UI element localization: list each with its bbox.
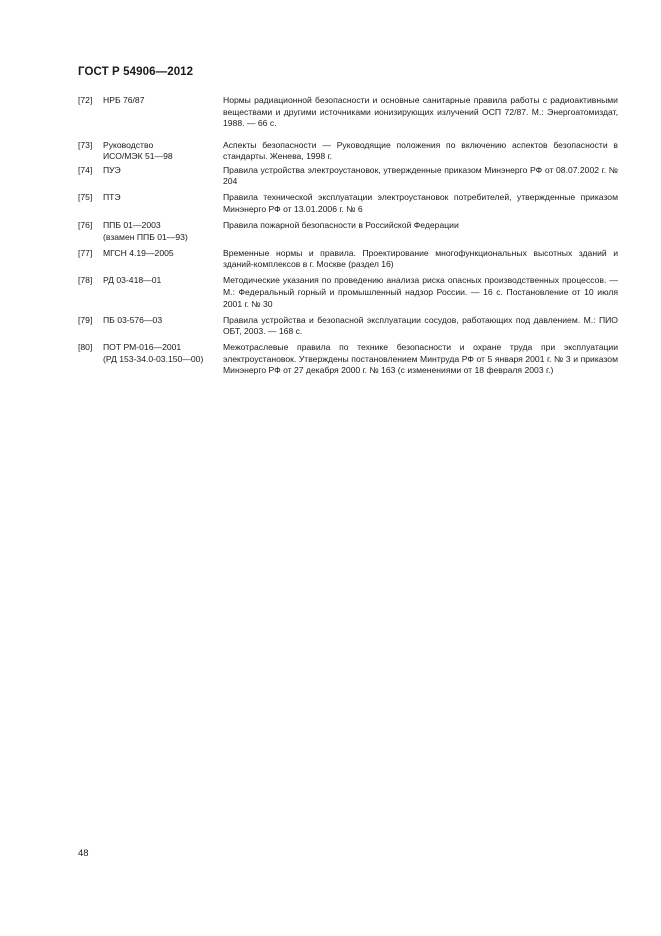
- entry-number: [72]: [78, 95, 93, 105]
- page-number: 48: [78, 848, 89, 859]
- entry-code-line: ИСО/МЭК 51—98: [103, 151, 173, 162]
- entry-code-line: ППБ 01—2003: [103, 219, 161, 230]
- bibliography-entry-75: [78, 192, 618, 215]
- entry-code: [103, 275, 223, 310]
- entry-description: Нормы радиационной безопасности и основные санитарные правила работы с радиоактивными веществами и другими источниками ионизирующих излучений ОСП 72/87. М.: Энергоатомиздат, 1988. — 66 с.: [223, 95, 618, 129]
- bibliography-entry-79: [78, 315, 618, 338]
- entry-description: Правила устройства электроустановок, утвержденные приказом Минэнерго РФ от 08.07.2002 г. № 204: [223, 164, 618, 187]
- entry-code: [103, 342, 223, 377]
- entry-number: [76]: [78, 219, 93, 230]
- bibliography-entry-80: [78, 342, 618, 377]
- bibliography-entry-72: [78, 95, 618, 130]
- entry-code: [103, 95, 223, 130]
- entry-code-line: ПБ 03-576—03: [103, 314, 163, 325]
- entry-description: Правила технической эксплуатации электроустановок потребителей, утвержденные приказом Минэнерго РФ от 13.01.2006 г. № 6: [223, 192, 618, 214]
- entry-code: [103, 140, 223, 163]
- entry-description: Правила пожарной безопасности в Российской Федерации: [223, 219, 459, 230]
- entry-code-line: (взамен ППБ 01—93): [103, 231, 188, 242]
- entry-code-line: ПУЭ: [103, 164, 121, 175]
- entry-code: [103, 315, 223, 338]
- entry-number: [77]: [78, 247, 93, 258]
- entry-description: Временные нормы и правила. Проектирование многофункциональных высотных зданий и зданий-комплексов в г. Москве (раздел 16): [223, 247, 618, 270]
- entry-code: [103, 220, 223, 243]
- entry-code-line: ПОТ РМ-016—2001: [103, 342, 182, 353]
- entry-description: Аспекты безопасности — Руководящие положения по включению аспектов безопасности в стандарты. Женева, 1998 г.: [223, 139, 618, 162]
- bibliography-list: [78, 95, 618, 379]
- entry-description: Правила устройства и безопасной эксплуатации сосудов, работающих под давлением. М.: ПИО ОБТ, 2003. — 168 с.: [223, 314, 618, 337]
- entry-code-line: РД 03-418—01: [103, 275, 162, 286]
- entry-number: [78]: [78, 275, 93, 286]
- entry-code-line: НРБ 76/87: [103, 95, 145, 105]
- entry-number: [79]: [78, 314, 93, 325]
- entry-number: [75]: [78, 192, 93, 203]
- entry-code: [103, 192, 223, 215]
- entry-code-line: (РД 153-34.0-03.150—00): [103, 353, 204, 364]
- entry-number: [74]: [78, 164, 93, 175]
- entry-code: [103, 165, 223, 188]
- entry-code: [103, 248, 223, 271]
- bibliography-entry-74: [78, 165, 618, 188]
- entry-code-line: Руководство: [103, 139, 154, 150]
- bibliography-entry-78: [78, 275, 618, 310]
- entry-description: Методические указания по проведению анализа риска опасных производственных процессов. — М.: Федеральный горный и промышленный надзор России. — 16 с. Постановление от 10 июля 2001 г. № 30: [223, 275, 618, 309]
- bibliography-entry-76: [78, 220, 618, 243]
- document-header: ГОСТ Р 54906—2012: [78, 66, 194, 78]
- bibliography-entry-77: [78, 248, 618, 271]
- bibliography-entry-73: [78, 140, 618, 163]
- entry-code-line: МГСН 4.19—2005: [103, 247, 174, 258]
- entry-number: [73]: [78, 139, 93, 150]
- entry-code-line: ПТЭ: [103, 192, 121, 203]
- entry-description: Межотраслевые правила по технике безопасности и охране труда при эксплуатации электроустановок. Утверждены постановлением Минтруда РФ от 5 января 2001 г. № 3 и приказом Минэнерго РФ от 27 декабря 2000 г. № 163 (с изменениями от 18 февраля 2003 г.): [223, 342, 618, 376]
- entry-number: [80]: [78, 342, 93, 353]
